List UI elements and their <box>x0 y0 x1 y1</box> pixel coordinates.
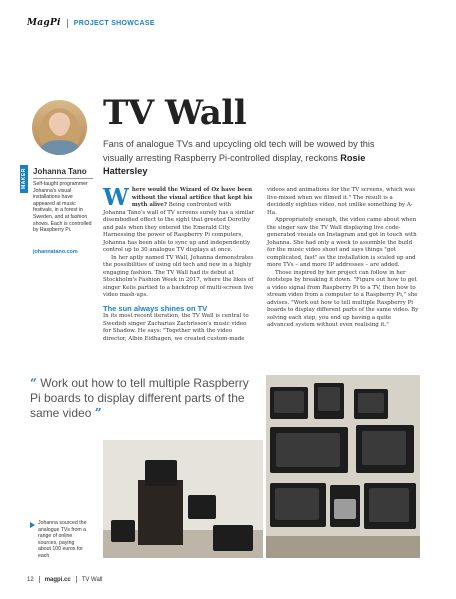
paragraph-3: In its most recent iteration, the TV Wall is central to Swedish singer Zacharias Zachrisson's music video for Shadow. He says: "Together with the video director, Albin Eidhagen, we created custom-made <box>103 313 249 342</box>
maker-bio: Self-taught programmer Johanna's visual installations have appeared at music festivals, in a forest in Sweden, and at fashion shows. Each is controlled by Raspberry Pi. <box>33 181 92 234</box>
photo-caption: Johanna sourced the analogue TVs from a range of online sources, paying about 100 euros for each <box>38 520 87 559</box>
tv-wall-photo <box>266 375 420 558</box>
standfirst <box>103 138 403 179</box>
article-title: TV Wall <box>103 93 247 133</box>
tv-set <box>314 383 344 419</box>
open-quote-icon: “ <box>30 376 37 390</box>
page-header <box>27 17 155 29</box>
tv-set <box>364 483 416 529</box>
footer-divider <box>76 576 77 583</box>
tv-stack-photo <box>103 440 263 558</box>
pull-quote-text: Work out how to tell multiple Raspberry Pi boards to display different parts of the same video <box>30 376 249 420</box>
avatar-shirt <box>40 140 80 155</box>
tv-set <box>270 483 326 527</box>
drop-cap: W <box>103 184 129 211</box>
paragraph-4: videos and animations for the TV screens, which was live-mixed when we filmed it." The result is a decidedly eighties video, not unlike something by A-Ha. <box>267 187 416 216</box>
tv-set <box>188 495 216 519</box>
paragraph-1 <box>103 184 255 255</box>
section-label: PROJECT SHOWCASE <box>73 19 155 27</box>
maker-tab: MAKER <box>20 165 28 193</box>
maker-divider <box>33 178 93 179</box>
footer-divider <box>39 576 40 583</box>
tv-set <box>330 485 360 527</box>
photo-floor <box>266 536 420 558</box>
maker-website-link[interactable]: johannatano.com <box>33 249 78 255</box>
footer-title: TV Wall <box>81 576 103 583</box>
caption-arrow-icon <box>30 522 35 528</box>
close-quote-icon: ” <box>94 406 102 420</box>
tv-set <box>356 425 414 473</box>
avatar-face <box>51 114 69 136</box>
maker-avatar <box>32 100 87 155</box>
paragraph-5: Appropriately enough, the video came about when the singer saw the TV Wall displaying live code-generated visuals on Instagram and got in touch with Johanna. She had only a week to assemble the build for the music video shoot and says things "got complicated, fast" as the installation is scaled up and more TVs – and more IP addresses – are added. <box>267 217 417 268</box>
paragraph-1-rest: Being confronted with Johanna Tano's wall of TV screens surely has a similar disembodied effect to the sight that greeted Dorothy and pals when they entered the Emerald City. Harnessing the power of Raspberry Pi computers, Johanna has been able to sync up and independently control up to 30 analogue TV displays at once. <box>103 202 255 253</box>
tv-set <box>270 427 348 473</box>
body-column-1 <box>103 184 255 343</box>
footer-site: magpi.cc <box>44 576 71 583</box>
tv-set <box>270 387 308 419</box>
tv-set <box>145 460 177 486</box>
pull-quote <box>30 376 262 421</box>
header-divider <box>67 19 68 28</box>
lead-in: here would the Wizard of Oz have been without the visual artifice that kept his myth alive? <box>131 187 253 208</box>
standfirst-text: Fans of analogue TVs and upcycling old tech will be wowed by this visually arresting Raspberry Pi-controlled display, reckons <box>103 139 375 163</box>
page-footer <box>27 576 102 583</box>
byline: Rosie Hattersley <box>103 152 366 176</box>
tv-cabinet <box>138 480 183 545</box>
magazine-logo: MagPi <box>27 18 61 28</box>
tv-set <box>213 525 253 551</box>
tv-set <box>354 389 388 419</box>
tv-set <box>111 520 135 542</box>
paragraph-2: In her aptly named TV Wall, Johanna demonstrates the possibilities of using old tech and new in a highly engaging fashion. The TV Wall had its debut at Stockholm's Fashion Week in 2017, where the likes of singer Kelis partied to a backdrop of multi-screen live video mash-ups. <box>103 254 254 298</box>
page-number: 12 <box>27 576 34 583</box>
subheading: The sun always shines on TV <box>103 303 208 313</box>
body-column-2 <box>267 187 419 330</box>
maker-name: Johanna Tano <box>33 167 87 176</box>
paragraph-6: Those inspired by her project can follow in her footsteps by breaking it down. "Figure out how to get a video signal from Raspberry Pi to a TV, then how to stream video from a computer to a Raspberry Pi," she advises. "Work out how to tell multiple Raspberry Pi boards to display different parts of the same video. By solving each step, you end up having a quite advanced system without even realising it." <box>267 269 419 328</box>
